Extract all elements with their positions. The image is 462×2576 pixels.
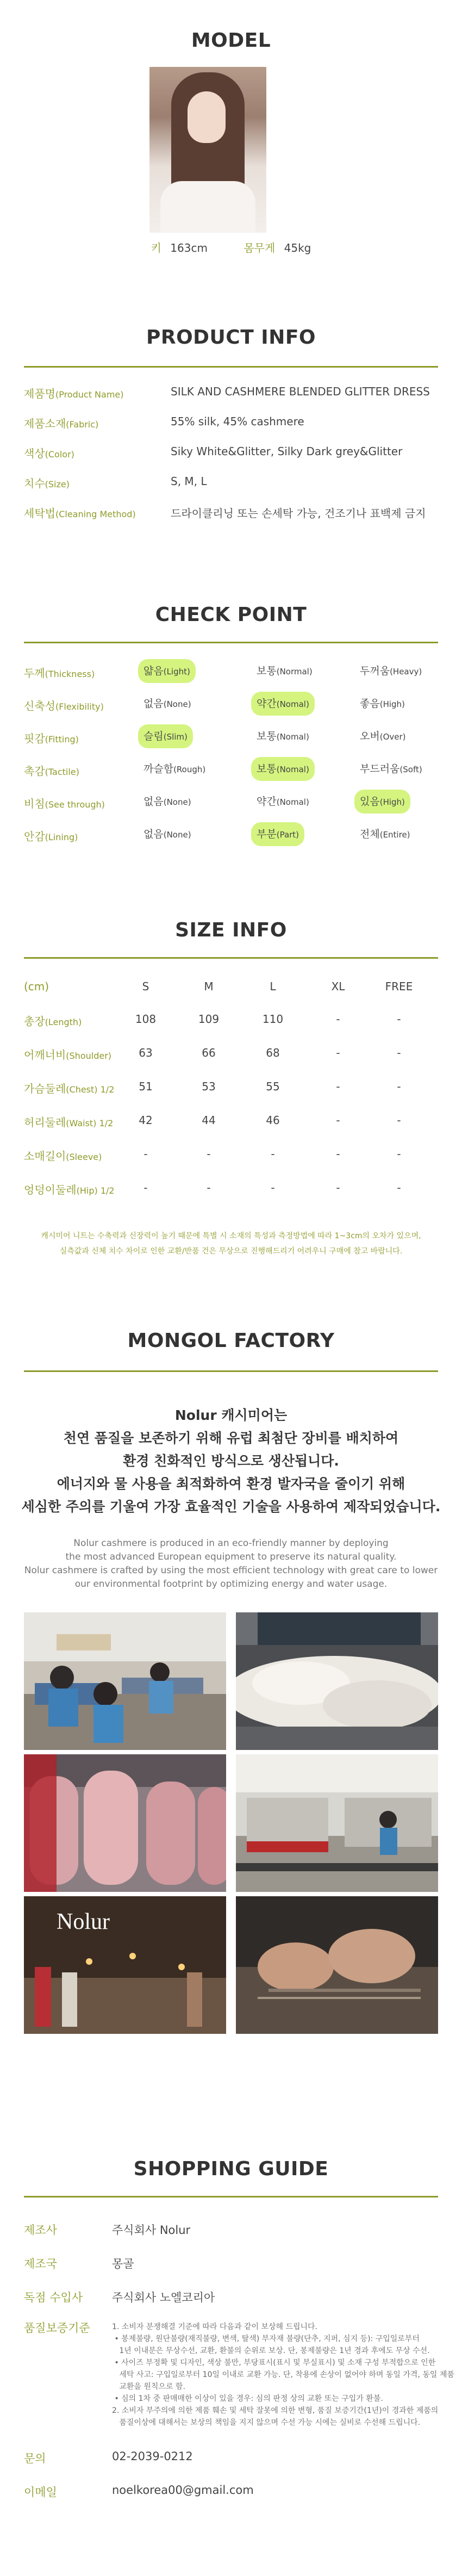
option-ko: 슬림 [143, 730, 164, 742]
factory-english-line: Nolur cashmere is produced in an eco-friendly manner by deploying [73, 1538, 389, 1549]
size-cell: 51 [139, 1080, 153, 1093]
size-row-label-en: (Shoulder) [66, 1051, 112, 1061]
factory-korean-line: 환경 친화적인 방식으로 생산됩니다. [123, 1453, 339, 1469]
option-ko: 부분 [257, 828, 277, 840]
product-info-value: 드라이클리닝 또는 손세탁 가능, 건조기나 표백제 금지 [171, 507, 426, 520]
warranty-line: 1. 소비자 분쟁해결 기준에 따라 다음과 같이 보상해 드립니다. [112, 2323, 317, 2331]
size-cell: - [336, 1147, 340, 1160]
size-row-label [24, 1114, 113, 1129]
size-info-title: SIZE INFO [175, 919, 287, 941]
factory-title: MONGOL FACTORY [127, 1330, 335, 1352]
size-column-header: S [142, 980, 149, 993]
model-photo [149, 67, 266, 233]
check-point-label [24, 828, 78, 843]
check-point-label-ko: 신축성 [24, 699, 55, 712]
warranty-line: 2. 소비자 부주의에 의한 제품 훼손 및 세탁 잘못에 의한 변형, 품질 보증기간(1년)이 경과한 제품의 [112, 2406, 439, 2415]
size-cell: 63 [139, 1046, 153, 1059]
warranty-line: 1년 이내분은 무상수선, 교환, 환불의 순위로 보상. 단, 봉제불량은 1년 경과 후에도 무상 수선. [112, 2347, 430, 2355]
option-ko: 부드러움 [360, 763, 400, 775]
size-cell: 53 [202, 1080, 216, 1093]
warranty-line: • 사이즈 부정확 및 디자인, 색상 불만, 부당표시(표시 및 부실표시) 및 소재 구성 부적합으로 인한 [112, 2358, 436, 2367]
factory-korean-line: 세심한 주의를 기울여 가장 효율적인 기술을 사용하여 제작되었습니다. [21, 1499, 441, 1514]
check-point-option [138, 790, 197, 814]
size-row-label-en: (Hip) 1/2 [76, 1185, 115, 1196]
check-point-row [24, 659, 438, 686]
weight-value: 45kg [284, 241, 311, 255]
shopping-guide-label: 제조국 [24, 2257, 57, 2270]
option-ko: 없음 [143, 828, 164, 840]
size-column-header: M [204, 980, 214, 993]
model-stats [0, 239, 462, 255]
shopping-guide-label: 독점 수입사 [24, 2291, 83, 2304]
check-point-option-selected [251, 757, 315, 781]
option-ko: 약간 [257, 796, 277, 808]
check-point-option [354, 724, 411, 748]
check-point-label [24, 730, 79, 746]
option-en: (High) [379, 699, 405, 709]
check-point-label-en: (See through) [45, 799, 105, 810]
product-info-label [24, 505, 136, 520]
size-column-header: XL [331, 980, 345, 993]
check-point-row [24, 692, 438, 719]
shopping-guide-title: SHOPPING GUIDE [133, 2158, 329, 2180]
warranty-line: • 봉제불량, 원단불량(재직불량, 변색, 탈색) 부자재 불량(단추, 지퍼, 심지 등): 구입일로부터 [112, 2335, 420, 2343]
check-point-title: CHECK POINT [155, 604, 307, 626]
product-info-label [24, 475, 70, 491]
size-cell: 68 [266, 1046, 280, 1059]
check-point-option [354, 822, 416, 846]
check-point-option-selected [138, 659, 196, 683]
size-cell: - [143, 1147, 148, 1160]
size-note-line1: 캐시미어 니트는 수축력과 신장력이 높기 때문에 특별 시 소재의 특성과 측정방법에 따라 1~3cm의 오차가 있으며, [41, 1232, 421, 1240]
size-info-divider [24, 957, 438, 959]
size-cell: - [336, 1181, 340, 1194]
check-point-option-selected [251, 692, 315, 716]
shopping-guide-value: 주식회사 Nolur [112, 2224, 191, 2237]
size-row-label-ko: 엉덩이둘레 [24, 1183, 77, 1196]
size-row-label-en: (Length) [45, 1017, 82, 1027]
factory-english-line: our environmental footprint by optimizing energy and water usage. [74, 1579, 388, 1590]
check-point-label-en: (Tactile) [45, 767, 79, 777]
size-cell: - [143, 1181, 148, 1194]
size-row-label [24, 1013, 82, 1028]
check-point-option [251, 790, 315, 814]
check-point-divider [24, 642, 438, 643]
store-sign-text: Nolur [57, 1909, 110, 1934]
product-info-label [24, 415, 98, 431]
warranty-text [112, 2321, 454, 2429]
size-row-label-ko: 총장 [24, 1015, 45, 1028]
option-en: (Normal) [276, 667, 313, 676]
product-info-label [24, 445, 74, 461]
size-cell: - [397, 1147, 401, 1160]
check-point-label-ko: 촉감 [24, 765, 45, 778]
size-cell: - [397, 1046, 401, 1059]
size-row-label-ko: 소매길이 [24, 1150, 66, 1163]
size-cell: 66 [202, 1046, 216, 1059]
size-row [24, 1046, 438, 1068]
size-cell: - [397, 1114, 401, 1127]
contact-value: 02-2039-0212 [112, 2450, 193, 2463]
check-point-label-ko: 비침 [24, 797, 45, 810]
size-row-label-en: (Sleeve) [66, 1152, 102, 1162]
size-row-label [24, 1046, 111, 1062]
check-point-label-en: (Lining) [45, 832, 78, 842]
check-point-row [24, 822, 438, 849]
size-cell: - [397, 1013, 401, 1026]
option-ko: 얇음 [143, 665, 164, 677]
size-cell: - [336, 1013, 340, 1026]
check-point-label [24, 795, 105, 811]
factory-photo-raw-cashmere [236, 1612, 438, 1750]
size-row-label-ko: 어깨너비 [24, 1048, 66, 1062]
size-header-row [24, 980, 438, 1002]
option-en: (Part) [276, 830, 299, 840]
check-point-row [24, 757, 438, 784]
check-point-option [251, 724, 315, 748]
check-point-label [24, 762, 79, 778]
product-info-label-en: (Product Name) [55, 389, 124, 400]
size-cell: 110 [262, 1013, 284, 1026]
check-point-label-ko: 안감 [24, 830, 45, 843]
option-ko: 까슬함 [143, 763, 174, 775]
check-point-option [138, 822, 197, 846]
option-en: (Soft) [399, 765, 422, 774]
size-note-line2: 실측값과 신체 치수 차이로 인한 교환/반품 건은 무상으로 진행해드리기 어려우니 구매에 참고 바랍니다. [59, 1247, 403, 1256]
check-point-option [138, 757, 211, 781]
option-ko: 있음 [360, 796, 380, 808]
factory-photo-sewing-workers [24, 1612, 226, 1750]
size-cell: - [207, 1147, 211, 1160]
option-en: (None) [163, 699, 191, 709]
check-point-label-en: (Thickness) [45, 669, 95, 679]
size-cell: 108 [135, 1013, 157, 1026]
size-row-label [24, 1181, 115, 1197]
factory-english-line: the most advanced European equipment to preserve its natural quality. [65, 1551, 397, 1562]
factory-photo-hand-stitching [236, 1896, 438, 2034]
option-ko: 오버 [360, 730, 380, 742]
option-en: (Heavy) [390, 667, 422, 676]
size-row [24, 1114, 438, 1135]
size-column-header: FREE [385, 980, 413, 993]
check-point-option-selected [251, 822, 304, 846]
option-en: (Nomal) [276, 797, 309, 807]
check-point-label-ko: 두께 [24, 667, 45, 680]
product-info-title: PRODUCT INFO [146, 326, 316, 349]
factory-photo-knitting-machines [236, 1754, 438, 1892]
factory-korean-line: Nolur 캐시미어는 [174, 1407, 288, 1423]
check-point-option [354, 692, 410, 716]
product-info-label-ko: 세탁법 [24, 507, 55, 520]
product-info-value: 55% silk, 45% cashmere [171, 415, 304, 428]
product-info-value: Siky White&Glitter, Silky Dark grey&Glitter [171, 445, 403, 458]
check-point-option [354, 659, 427, 683]
check-point-label [24, 665, 95, 680]
option-ko: 없음 [143, 698, 164, 710]
model-title: MODEL [191, 29, 271, 52]
option-en: (Over) [379, 732, 406, 742]
option-en: (High) [379, 797, 405, 807]
size-row-label [24, 1147, 102, 1163]
product-info-label [24, 385, 124, 401]
size-cell: - [271, 1147, 275, 1160]
product-info-label-en: (Color) [45, 449, 74, 460]
option-en: (Rough) [173, 765, 206, 774]
factory-photo-pink-yarn [24, 1754, 226, 1892]
option-en: (Nomal) [276, 699, 309, 709]
option-ko: 없음 [143, 796, 164, 808]
check-point-row [24, 790, 438, 817]
option-en: (Nomal) [276, 732, 309, 742]
factory-divider [24, 1370, 438, 1372]
option-ko: 보통 [257, 665, 277, 677]
size-row [24, 1080, 438, 1102]
size-row [24, 1181, 438, 1203]
size-row-label [24, 1080, 114, 1096]
product-info-label-ko: 치수 [24, 477, 45, 490]
option-ko: 좋음 [360, 698, 380, 710]
size-cell: 42 [139, 1114, 153, 1127]
product-info-label-en: (Cleaning Method) [55, 509, 136, 519]
option-ko: 전체 [360, 828, 380, 840]
size-row-label-ko: 허리둘레 [24, 1116, 66, 1129]
factory-photo-nolur-store [24, 1896, 226, 2034]
check-point-option-selected [354, 790, 410, 814]
check-point-label-ko: 핏감 [24, 732, 45, 745]
factory-korean-line: 에너지와 물 사용을 최적화하여 환경 발자국을 줄이기 위해 [57, 1476, 405, 1492]
size-row-label-ko: 가슴둘레 [24, 1082, 66, 1095]
shopping-guide-value: 주식회사 노엘코리아 [112, 2291, 215, 2304]
warranty-line: 세탁 사고: 구입일로부터 10일 이내로 교환 가능. 단, 착용에 손상이 없어야 하며 동일 가격, 동일 제품 [112, 2370, 454, 2379]
size-row [24, 1013, 438, 1034]
size-cell: - [207, 1181, 211, 1194]
size-cell: 46 [266, 1114, 280, 1127]
check-point-label-en: (Flexibility) [55, 702, 104, 712]
warranty-line: 품질이상에 대해서는 보상의 책임을 지지 않으며 수선 가능 시에는 실비로 수선해 드립니다. [112, 2418, 421, 2427]
check-point-option [251, 659, 318, 683]
product-info-label-ko: 제품소재 [24, 417, 66, 430]
product-info-label-en: (Fabric) [66, 419, 99, 430]
weight-label: 몸무게 [244, 241, 276, 255]
factory-korean-line: 천연 품질을 보존하기 위해 유럽 최첨단 장비를 배치하여 [63, 1430, 399, 1446]
option-ko: 두꺼움 [360, 665, 390, 677]
size-cell: - [336, 1080, 340, 1093]
warranty-label: 품질보증기준 [24, 2321, 90, 2335]
size-cell: 55 [266, 1080, 280, 1093]
height-value: 163cm [170, 241, 208, 255]
size-unit: (cm) [24, 980, 49, 993]
shopping-guide-value: 몽골 [112, 2257, 134, 2270]
contact-label: 문의 [24, 2452, 46, 2465]
warranty-line: 교환을 원칙으로 함. [112, 2382, 185, 2391]
size-cell: - [397, 1181, 401, 1194]
check-point-label [24, 697, 104, 713]
option-ko: 보통 [257, 730, 277, 742]
size-cell: - [397, 1080, 401, 1093]
size-row-label-en: (Chest) 1/2 [66, 1084, 115, 1095]
height-label: 키 [151, 241, 161, 255]
size-cell: - [271, 1181, 275, 1194]
option-en: (None) [163, 830, 191, 840]
shopping-guide-label: 제조사 [24, 2224, 57, 2237]
product-info-divider [24, 366, 438, 368]
option-ko: 약간 [257, 698, 277, 710]
product-info-label-en: (Size) [45, 479, 70, 489]
contact-label: 이메일 [24, 2486, 57, 2499]
option-en: (Entire) [379, 830, 410, 840]
product-info-label-ko: 제품명 [24, 387, 55, 400]
size-cell: 109 [198, 1013, 220, 1026]
check-point-option [138, 692, 197, 716]
size-cell: 44 [202, 1114, 216, 1127]
size-cell: - [336, 1114, 340, 1127]
size-row-label-en: (Waist) 1/2 [66, 1118, 114, 1128]
check-point-option-selected [138, 724, 193, 748]
shopping-guide-divider [24, 2196, 438, 2198]
size-cell: - [336, 1046, 340, 1059]
option-en: (Light) [163, 667, 190, 676]
product-info-value: S, M, L [171, 475, 207, 488]
option-en: (Slim) [163, 732, 188, 742]
option-en: (Nomal) [276, 765, 309, 774]
factory-english-line: Nolur cashmere is crafted by using the most efficient technology with great care to lower [24, 1565, 438, 1576]
product-info-value: SILK AND CASHMERE BLENDED GLITTER DRESS [171, 385, 430, 398]
option-ko: 보통 [257, 763, 277, 775]
warranty-line: • 심의 1차 중 판매매한 이상이 있을 경우: 심의 판정 상의 교환 또는 구입가 환불. [112, 2394, 383, 2403]
check-point-label-en: (Fitting) [45, 734, 79, 744]
check-point-row [24, 724, 438, 752]
product-info-label-ko: 색상 [24, 447, 45, 460]
contact-value: noelkorea00@gmail.com [112, 2484, 254, 2497]
option-en: (None) [163, 797, 191, 807]
check-point-option [354, 757, 428, 781]
size-column-header: L [270, 980, 276, 993]
size-row [24, 1147, 438, 1169]
